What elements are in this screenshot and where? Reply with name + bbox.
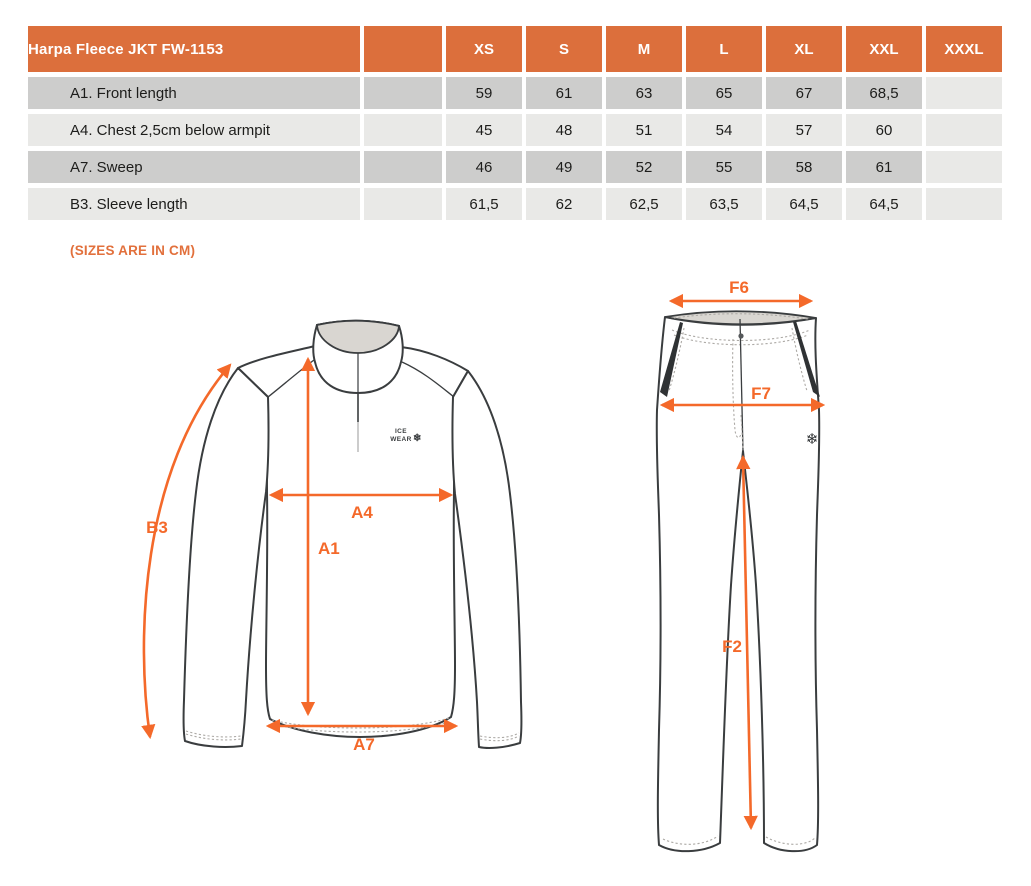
size-value-cell: 63 — [606, 77, 682, 109]
size-value-cell: 59 — [446, 77, 522, 109]
size-value-cell: 46 — [446, 151, 522, 183]
size-value-cell: 48 — [526, 114, 602, 146]
measurement-label: A7. Sweep — [28, 151, 360, 183]
pants-button — [738, 333, 743, 338]
size-value-cell — [926, 188, 1002, 220]
size-value-cell: 51 — [606, 114, 682, 146]
size-column-header: XS — [446, 26, 522, 72]
size-value-cell: 62,5 — [606, 188, 682, 220]
f7-label: F7 — [751, 384, 771, 403]
size-value-cell: 49 — [526, 151, 602, 183]
jacket-diagram — [130, 300, 550, 770]
blank-cell — [364, 151, 442, 183]
size-value-cell — [926, 77, 1002, 109]
jacket-logo-ice: ICE — [394, 428, 408, 435]
size-column-header: XXXL — [926, 26, 1002, 72]
measurement-row — [28, 188, 1002, 220]
size-column-header: L — [686, 26, 762, 72]
a7-label: A7 — [353, 735, 375, 754]
measurement-label: B3. Sleeve length — [28, 188, 360, 220]
measurement-row — [28, 77, 1002, 109]
size-value-cell — [926, 151, 1002, 183]
measurement-row — [28, 114, 1002, 146]
pants-diagram — [630, 275, 890, 875]
size-column-header: S — [526, 26, 602, 72]
measurement-label: A4. Chest 2,5cm below armpit — [28, 114, 360, 146]
jacket-logo-wear: WEAR — [390, 436, 412, 443]
measurement-label: A1. Front length — [28, 77, 360, 109]
size-column-header: M — [606, 26, 682, 72]
blank-cell — [364, 188, 442, 220]
size-value-cell: 68,5 — [846, 77, 922, 109]
jacket-left-sleeve — [184, 368, 269, 747]
blank-cell — [364, 77, 442, 109]
jacket-right-sleeve — [452, 371, 521, 748]
size-value-cell: 65 — [686, 77, 762, 109]
f2-label: F2 — [722, 637, 742, 656]
size-table — [24, 21, 1006, 225]
f6-label: F6 — [729, 278, 749, 297]
size-value-cell: 61 — [526, 77, 602, 109]
a4-label: A4 — [351, 503, 373, 522]
size-value-cell: 45 — [446, 114, 522, 146]
size-value-cell: 61,5 — [446, 188, 522, 220]
size-value-cell: 57 — [766, 114, 842, 146]
size-value-cell: 58 — [766, 151, 842, 183]
size-value-cell: 61 — [846, 151, 922, 183]
size-value-cell: 55 — [686, 151, 762, 183]
blank-cell — [364, 114, 442, 146]
size-value-cell: 64,5 — [846, 188, 922, 220]
size-value-cell: 52 — [606, 151, 682, 183]
size-value-cell: 67 — [766, 77, 842, 109]
size-value-cell: 54 — [686, 114, 762, 146]
size-column-header: XL — [766, 26, 842, 72]
b3-label: B3 — [146, 518, 168, 537]
pants-body — [657, 317, 820, 851]
jacket-logo-snowflake-icon: ❄ — [413, 433, 422, 444]
size-value-cell: 60 — [846, 114, 922, 146]
a1-label: A1 — [318, 539, 340, 558]
size-value-cell: 64,5 — [766, 188, 842, 220]
size-table-header-row — [28, 26, 1002, 72]
size-value-cell: 62 — [526, 188, 602, 220]
pants-logo-snowflake-icon: ❄ — [805, 431, 819, 448]
measurement-row — [28, 151, 1002, 183]
product-name-cell: Harpa Fleece JKT FW-1153 — [28, 26, 360, 72]
size-value-cell: 63,5 — [686, 188, 762, 220]
size-table-body — [28, 77, 1002, 220]
blank-header-cell — [364, 26, 442, 72]
size-value-cell — [926, 114, 1002, 146]
size-column-header: XXL — [846, 26, 922, 72]
sizes-note: (SIZES ARE IN CM) — [70, 243, 196, 258]
